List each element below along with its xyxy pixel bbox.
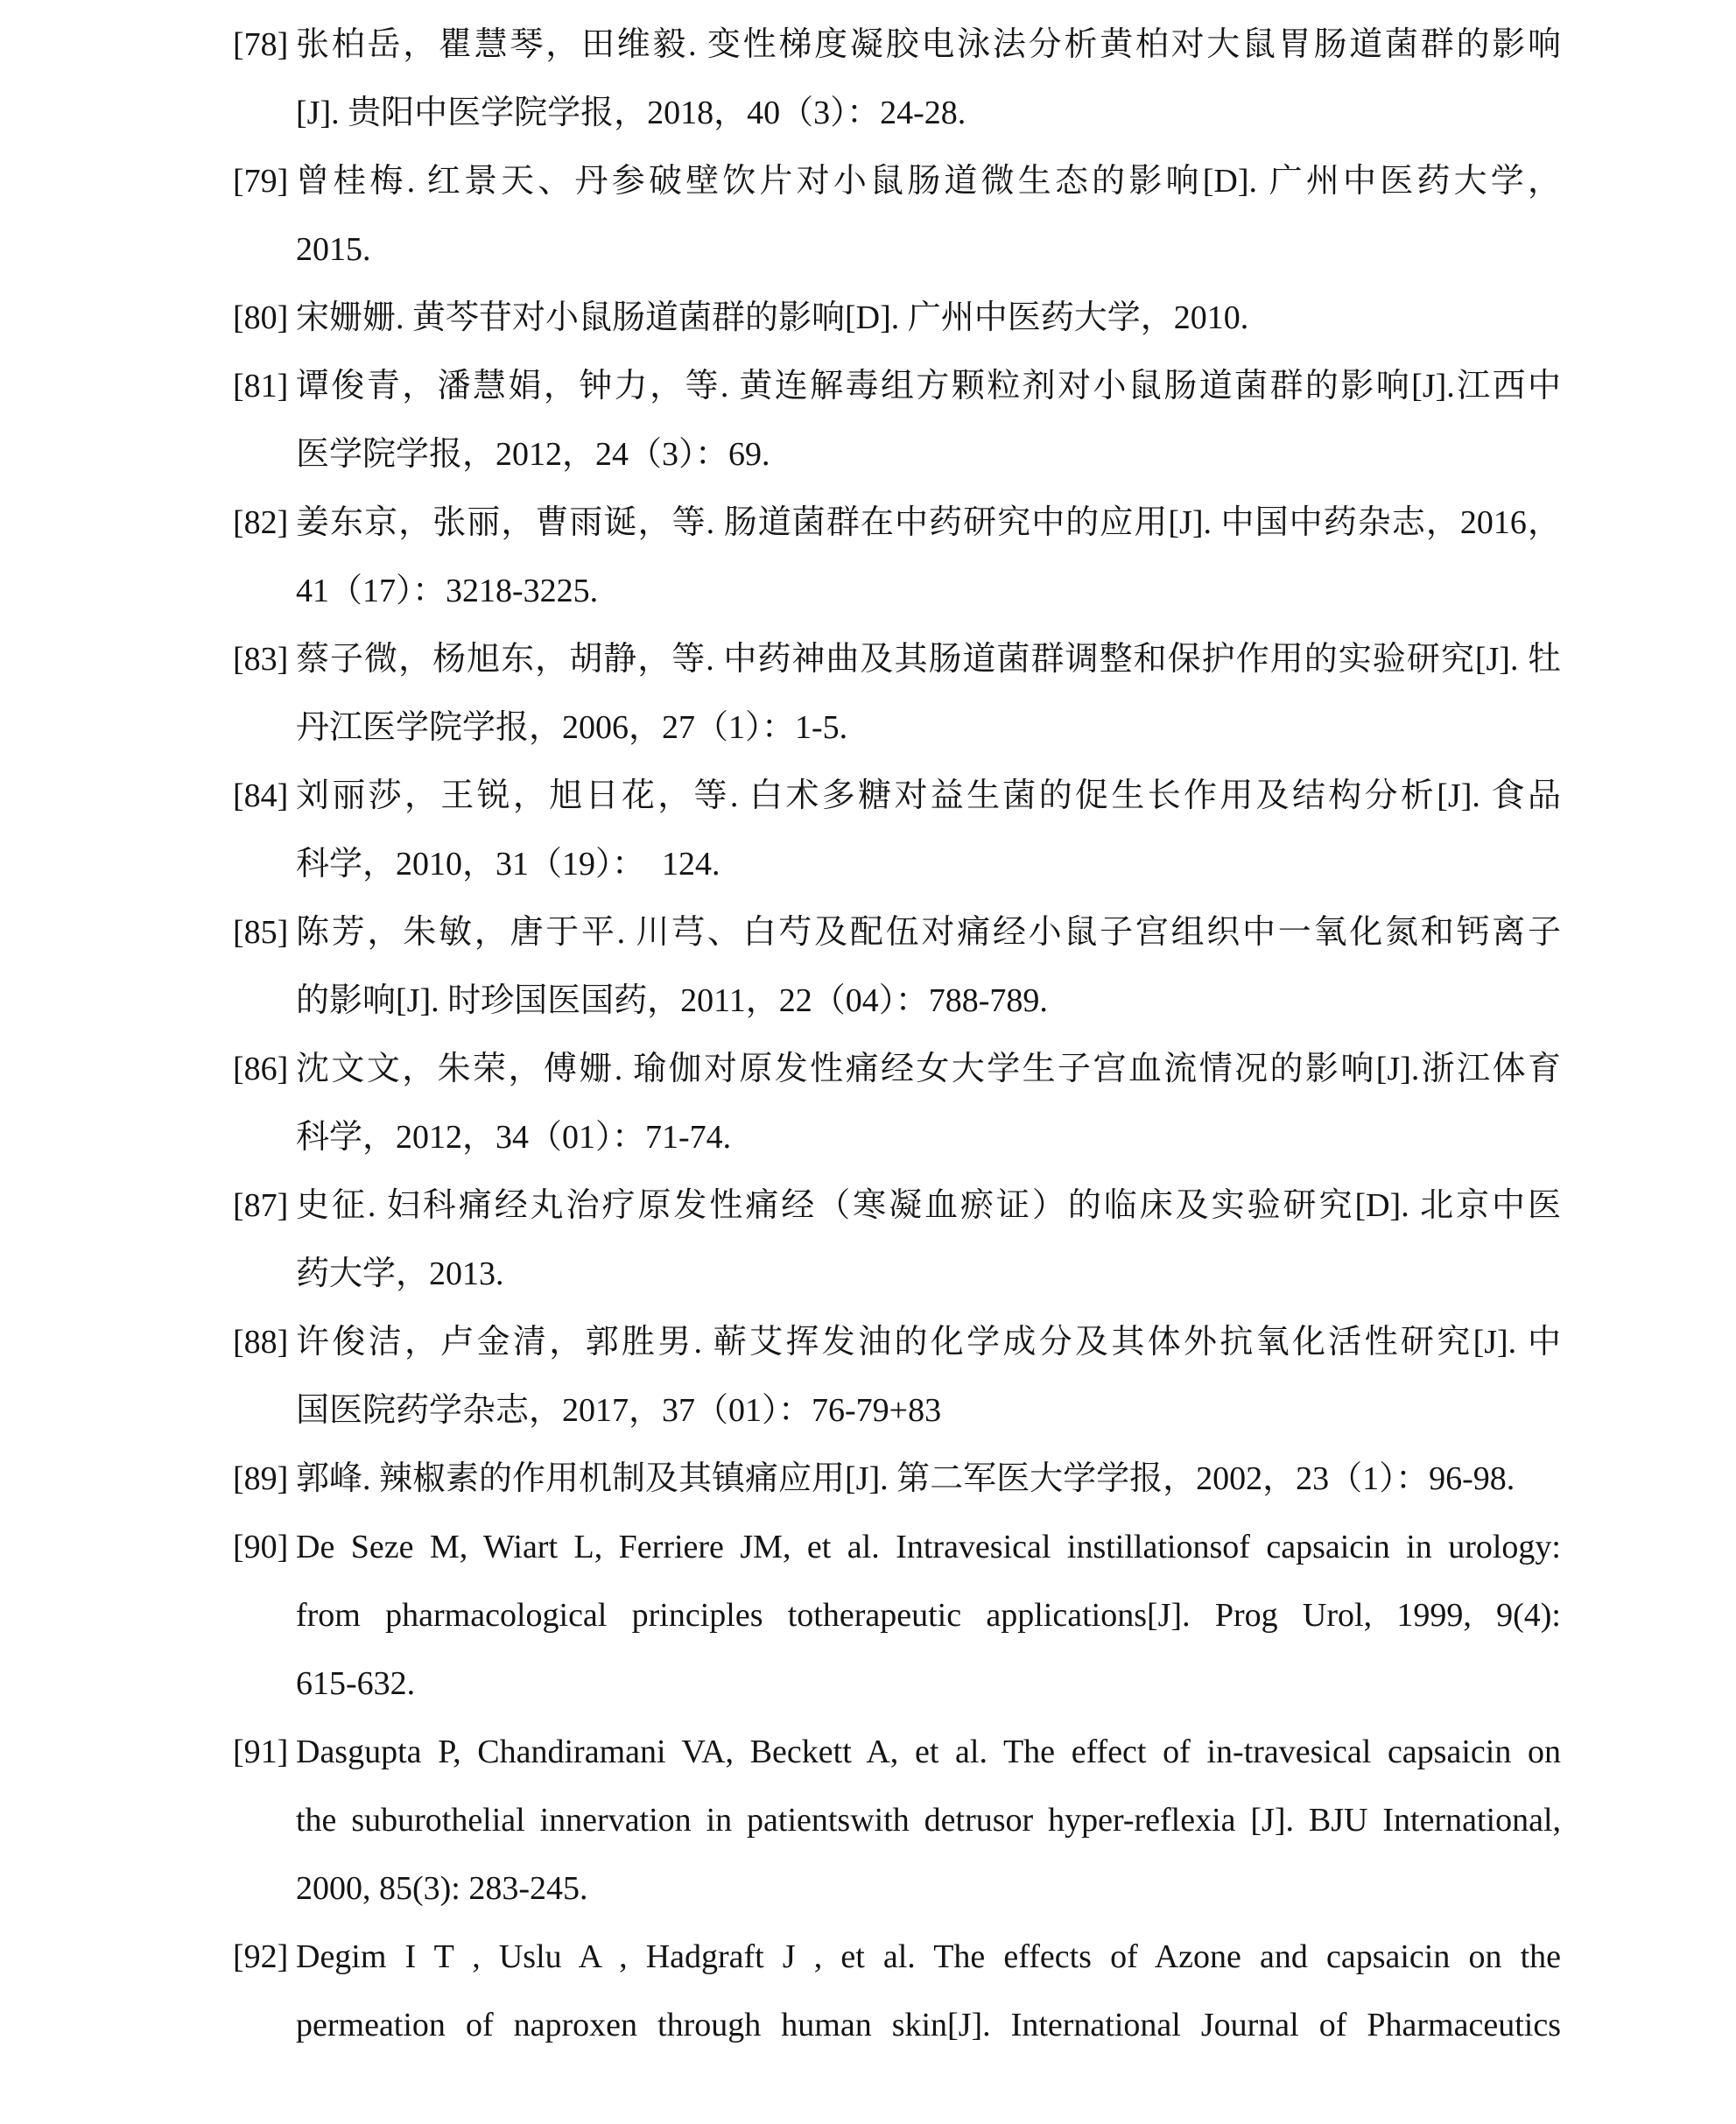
- reference-line: 科学，2010，31（19）： 124.: [296, 846, 720, 883]
- reference-line: the suburothelial innervation in patientswith detrusor hyper-reflexia [J]. BJU International,: [296, 1802, 1561, 1839]
- reference-line: De Seze M, Wiart L, Ferriere JM, et al. Intravesical instillationsof capsaicin in urology:: [296, 1529, 1561, 1565]
- reference-number: [80]: [233, 299, 289, 336]
- reference-83: [233, 625, 1564, 762]
- reference-text: [296, 1718, 1561, 1923]
- reference-85: [233, 898, 1564, 1035]
- reference-text: [296, 1923, 1561, 2059]
- reference-list: [233, 11, 1564, 2059]
- reference-line: 2000, 85(3): 283-245.: [296, 1870, 588, 1907]
- reference-line: 沈文文，朱荣，傅姗. 瑜伽对原发性痛经女大学生子宫血流情况的影响[J].浙江体育: [296, 1051, 1561, 1087]
- reference-text: [296, 762, 1561, 898]
- reference-number: [92]: [233, 1938, 289, 1975]
- reference-line: 41（17）：3218-3225.: [296, 573, 599, 609]
- reference-line: 宋姗姗. 黄芩苷对小鼠肠道菌群的影响[D]. 广州中医药大学，2010.: [296, 299, 1249, 336]
- reference-line: from pharmacological principles totherapeutic applications[J]. Prog Urol, 1999, 9(4):: [296, 1597, 1561, 1634]
- reference-line: 张柏岳，瞿慧琴，田维毅. 变性梯度凝胶电泳法分析黄柏对大鼠胃肠道菌群的影响: [296, 26, 1561, 63]
- reference-87: [233, 1171, 1564, 1308]
- reference-86: [233, 1035, 1564, 1171]
- reference-82: [233, 489, 1564, 625]
- reference-line: 科学，2012，34（01）：71-74.: [296, 1119, 732, 1156]
- reference-text: [296, 11, 1561, 147]
- reference-number: [82]: [233, 504, 289, 541]
- reference-text: [296, 1308, 1561, 1445]
- reference-84: [233, 762, 1564, 898]
- reference-text: [296, 284, 1561, 352]
- reference-line: 曾桂梅. 红景天、丹参破壁饮片对小鼠肠道微生态的影响[D]. 广州中医药大学，: [296, 163, 1561, 200]
- reference-text: [296, 898, 1561, 1035]
- reference-81: [233, 352, 1564, 489]
- reference-number: [85]: [233, 914, 289, 951]
- reference-line: 郭峰. 辣椒素的作用机制及其镇痛应用[J]. 第二军医大学学报，2002，23（1）：96-98.: [296, 1460, 1515, 1497]
- reference-text: [296, 1445, 1561, 1513]
- reference-number: [87]: [233, 1187, 289, 1224]
- reference-line: 陈芳，朱敏，唐于平. 川芎、白芍及配伍对痛经小鼠子宫组织中一氧化氮和钙离子: [296, 914, 1561, 951]
- reference-line: 许俊洁，卢金清，郭胜男. 蕲艾挥发油的化学成分及其体外抗氧化活性研究[J]. 中: [296, 1324, 1561, 1361]
- reference-text: [296, 1513, 1561, 1718]
- reference-text: [296, 489, 1561, 625]
- reference-line: 刘丽莎，王锐，旭日花，等. 白术多糖对益生菌的促生长作用及结构分析[J]. 食品: [296, 777, 1561, 814]
- reference-text: [296, 147, 1561, 284]
- reference-text: [296, 1171, 1561, 1308]
- reference-89: [233, 1445, 1564, 1513]
- reference-text: [296, 625, 1561, 762]
- reference-number: [78]: [233, 26, 289, 63]
- reference-80: [233, 284, 1564, 352]
- reference-line: 史征. 妇科痛经丸治疗原发性痛经（寒凝血瘀证）的临床及实验研究[D]. 北京中医: [296, 1187, 1561, 1224]
- reference-text: [296, 352, 1561, 489]
- reference-text: [296, 1035, 1561, 1171]
- reference-line: 的影响[J]. 时珍国医国药，2011，22（04）：788-789.: [296, 982, 1048, 1019]
- reference-number: [84]: [233, 777, 289, 814]
- reference-line: 丹江医学院学报，2006，27（1）：1-5.: [296, 709, 848, 746]
- reference-number: [83]: [233, 641, 289, 678]
- reference-79: [233, 147, 1564, 284]
- reference-line: Dasgupta P, Chandiramani VA, Beckett A, et al. The effect of in-travesical capsaicin on: [296, 1734, 1561, 1770]
- reference-line: 蔡子微，杨旭东，胡静，等. 中药神曲及其肠道菌群调整和保护作用的实验研究[J]. 牡: [296, 641, 1561, 678]
- reference-number: [89]: [233, 1460, 289, 1497]
- reference-line: permeation of naproxen through human skin[J]. International Journal of Pharmaceutics: [296, 2007, 1561, 2043]
- reference-90: [233, 1513, 1564, 1718]
- reference-number: [79]: [233, 163, 289, 200]
- reference-number: [90]: [233, 1529, 289, 1565]
- reference-line: 医学院学报，2012，24（3）：69.: [296, 436, 770, 473]
- reference-78: [233, 11, 1564, 147]
- reference-number: [88]: [233, 1324, 289, 1361]
- reference-number: [91]: [233, 1734, 289, 1770]
- reference-line: 药大学，2013.: [296, 1255, 504, 1292]
- reference-91: [233, 1718, 1564, 1923]
- reference-line: 615-632.: [296, 1665, 416, 1702]
- reference-line: 谭俊青，潘慧娟，钟力，等. 黄连解毒组方颗粒剂对小鼠肠道菌群的影响[J].江西中: [296, 368, 1561, 404]
- reference-number: [81]: [233, 368, 289, 404]
- reference-88: [233, 1308, 1564, 1445]
- reference-line: [J]. 贵阳中医学院学报，2018，40（3）：24-28.: [296, 95, 966, 131]
- reference-number: [86]: [233, 1051, 289, 1087]
- reference-line: 2015.: [296, 231, 371, 268]
- reference-line: Degim I T , Uslu A , Hadgraft J , et al. The effects of Azone and capsaicin on the: [296, 1938, 1561, 1975]
- reference-92: [233, 1923, 1564, 2059]
- reference-line: 国医院药学杂志，2017，37（01）：76-79+83: [296, 1392, 942, 1429]
- reference-line: 姜东京，张丽，曹雨诞，等. 肠道菌群在中药研究中的应用[J]. 中国中药杂志，2016，: [296, 504, 1561, 541]
